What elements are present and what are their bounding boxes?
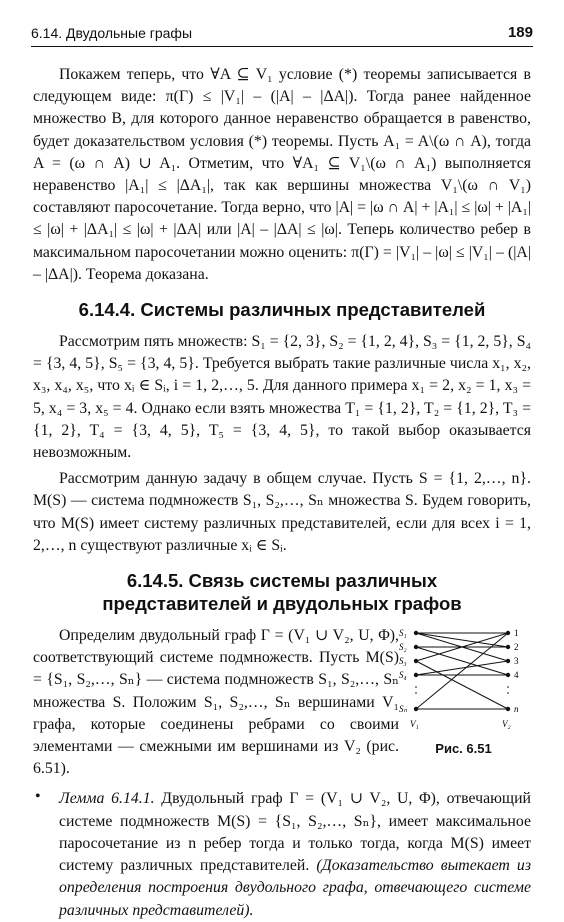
left-vertex <box>414 707 418 711</box>
paragraph-bipartite-definition: Определим двудольный граф Γ = (V₁ ∪ V₂, U, Φ), соответствующий системе подмножеств. Пусть M(S) = {S₁, S₂,…, Sₙ} — система подмножеств S₁, S₂,…, Sₙ множества S. Положим S₁, S₂,…, Sₙ вершинами V₁ графа, которые соединены ребрами со своими элементами — смежными им вершинами из V₂ (рис. 6.51). <box>33 627 399 778</box>
right-vertex-label: 2 <box>514 642 519 653</box>
lemma-6-14-1 <box>33 788 531 921</box>
right-vertex <box>506 659 510 663</box>
right-vertex-label: 1 <box>514 628 519 639</box>
ellipsis-dot <box>507 686 509 688</box>
right-vertex-label: 4 <box>514 670 519 681</box>
right-vertex <box>506 645 510 649</box>
lemma-text: Двудольный граф Γ = (V₁ ∪ V₂, U, Φ), отвечающий системе подмножеств M(S) = {S₁, S₂,…, Sₙ}, имеет максимальное паросочетание из n ребер тогда и только тогда, когда M(S) имеет систему различных представителей. <box>59 790 531 875</box>
page-number: 189 <box>507 24 533 41</box>
heading-6-14-5-line2: представителей и двудольных графов <box>102 593 462 615</box>
bullet-icon: • <box>35 788 41 806</box>
ellipsis-dot <box>507 692 509 694</box>
heading-6-14-4-text: 6.14.4. Системы различных представителей <box>78 299 486 321</box>
left-vertex <box>414 659 418 663</box>
right-vertex <box>506 631 510 635</box>
right-vertex <box>506 707 510 711</box>
right-vertex-label: n <box>514 704 519 715</box>
lemma-proof: (Доказательство вытекает из определения построения двудольного графа, отвечающего системе различных представителей). <box>59 857 531 919</box>
heading-6-14-5 <box>33 569 531 615</box>
part-label-v2: V₂ <box>502 719 511 730</box>
left-vertex <box>414 631 418 635</box>
left-vertex-label: S₄ <box>399 670 407 681</box>
left-vertex-label: S₁ <box>399 628 407 639</box>
running-header <box>31 22 533 46</box>
right-vertex <box>506 673 510 677</box>
ellipsis-dot <box>415 686 417 688</box>
header-section-title: 6.14. Двудольные графы <box>31 25 193 41</box>
left-vertex-label: Sₙ <box>399 704 408 715</box>
lemma-paragraph <box>59 788 531 921</box>
figure-block <box>33 625 531 780</box>
bipartite-graph-diagram <box>396 627 531 737</box>
heading-6-14-4 <box>33 298 531 321</box>
ellipsis-dot <box>415 692 417 694</box>
left-vertex-label: S₃ <box>399 656 407 667</box>
figure-6-51 <box>396 627 531 755</box>
paragraph-proof-end: Покажем теперь, что ∀A ⊆ V₁ условие (*) теоремы записывается в следующем виде: π(Γ) ≤ |V₁| – (|A| – |ΔA|). Тогда ранее найденное множество B, для которого данное неравенство обращается в равенство, будет доказательством условия (*) теоремы. Пусть A₁ = A\(ω ∩ A), тогда A = (ω ∩ A) ∪ A₁. Отметим, что ∀A₁ ⊆ V₁\(ω ∩ A₁) выполняется неравенство |A₁| ≤ |ΔA₁|, так как вершины множества V₁\(ω ∩ V₁) составляют паросочетание. Тогда верно, что |A| = |ω ∩ A| + |A₁| ≤ |ω| + |A₁| ≤ |ω| + |ΔA₁| ≤ |ω| + |ΔA| или |A| – |ΔA| ≤ |ω|. Теперь количество ребер в максимальном паросочетании можно оценить: π(Γ) = |V₁| – |ω| ≤ |V₁| – (|A| – |ΔA|). Теорема доказана. <box>33 66 531 283</box>
figure-caption: Рис. 6.51 <box>435 741 492 757</box>
left-vertex-label: S₂ <box>399 642 407 653</box>
left-vertex <box>414 673 418 677</box>
lemma-label: Лемма 6.14.1. <box>59 790 155 808</box>
left-vertex <box>414 645 418 649</box>
paragraph-general-case: Рассмотрим данную задачу в общем случае. Пусть S = {1, 2,…, n}. M(S) — система подмножеств S₁, S₂,…, Sₙ множества S. Будем говорить, что M(S) имеет систему различных представителей, если для всех i = 1, 2,…, n существуют различные xᵢ ∈ Sᵢ. <box>33 470 531 554</box>
header-rule <box>31 46 533 47</box>
page-content <box>33 64 531 922</box>
heading-6-14-5-line1: 6.14.5. Связь системы различных <box>126 570 438 592</box>
right-vertex-label: 3 <box>514 656 519 667</box>
part-label-v1: V₁ <box>410 719 419 730</box>
paragraph-example: Рассмотрим пять множеств: S₁ = {2, 3}, S₂ = {1, 2, 4}, S₃ = {1, 2, 5}, S₄ = {3, 4, 5}, S₅ = {3, 4, 5}. Требуется выбрать такие различные числа x₁, x₂, x₃, x₄, x₅, что xᵢ ∈ Sᵢ, i = 1, 2,…, 5. Для данного примера x₁ = 2, x₂ = 1, x₃ = 5, x₄ = 3, x₅ = 4. Однако если взять множества T₁ = {1, 2}, T₂ = {1, 2}, T₃ = {1, 2}, T₄ = {3, 4, 5}, T₅ = {3, 4, 5}, то такой выбор оказывается невозможным. <box>33 333 531 462</box>
